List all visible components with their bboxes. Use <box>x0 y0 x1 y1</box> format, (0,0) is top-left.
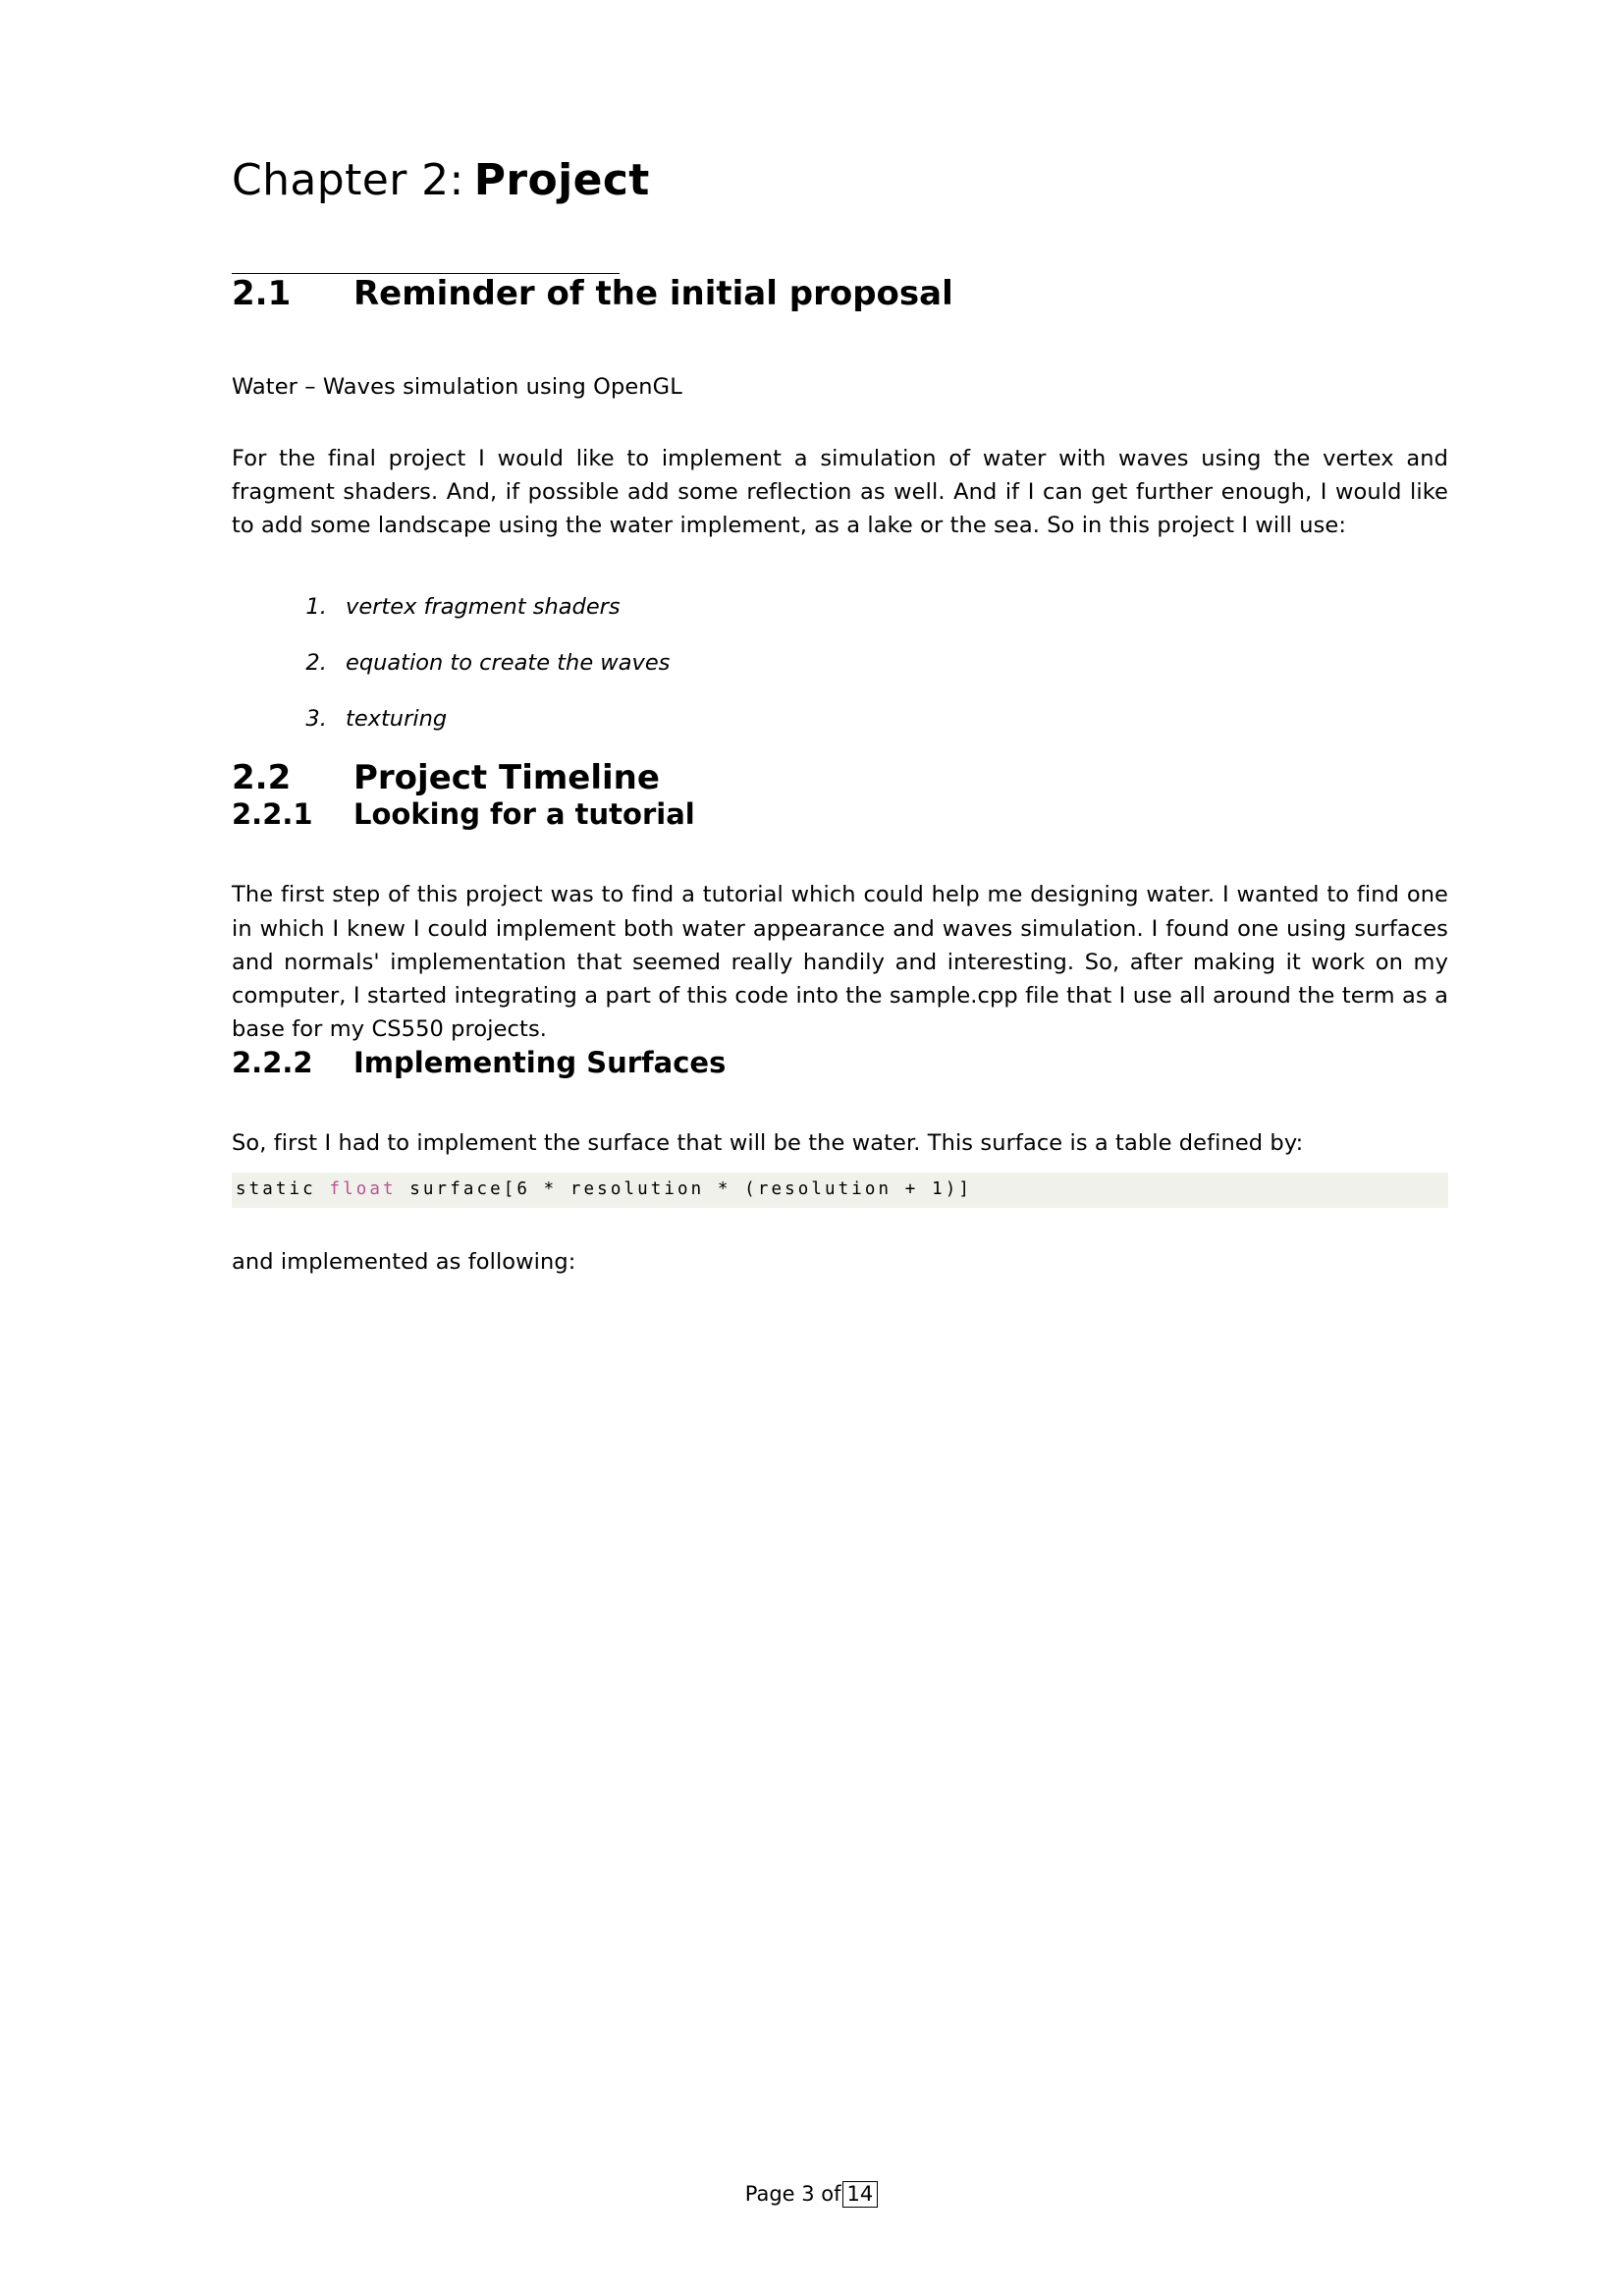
proposal-list <box>232 591 1448 736</box>
footer-prefix: Page 3 of <box>744 2182 841 2206</box>
section-title-2-2: Project Timeline <box>353 758 660 798</box>
surfaces-paragraph: So, first I had to implement the surface that will be the water. This surface is a table defined by: <box>232 1130 1304 1157</box>
section-number-2-2: 2.2 <box>232 758 292 798</box>
section-number-2-1: 2.1 <box>232 274 292 314</box>
section-heading-2-2 <box>232 758 1448 797</box>
tutorial-paragraph: The first step of this project was to find a tutorial which could help me designing water. I wanted to find one in which I knew I could implement both water appearance and waves simulation. I found one using surfaces and normals' implementation that seemed really handily and interesting. So, after making it work on my computer, I started integrating a part of this code into the sample.cpp file that I use all around the term as a base for my CS550 projects. <box>232 882 1448 1043</box>
chapter-label: Chapter 2: <box>232 155 464 205</box>
code-keyword: float <box>329 1178 410 1199</box>
list-item: 2. equation to create the waves <box>334 647 1448 681</box>
page-footer <box>0 2182 1623 2206</box>
section-heading-2-1 <box>232 274 1448 313</box>
chapter-title: Project <box>473 155 650 205</box>
code-snippet <box>232 1173 1448 1208</box>
subsection-heading-2-2-1 <box>232 797 1448 831</box>
code-prefix: static <box>236 1178 330 1199</box>
subsection-title-2-2-1: Looking for a tutorial <box>353 797 695 832</box>
subsection-title-2-2-2: Implementing Surfaces <box>353 1046 727 1080</box>
total-pages-box: 14 <box>842 2181 879 2208</box>
subsection-number-2-2-2: 2.2.2 <box>232 1046 313 1080</box>
proposal-lead-text: Water – Waves simulation using OpenGL <box>232 374 682 401</box>
proposal-paragraph: For the final project I would like to implement a simulation of water with waves using the vertex and fragment shaders. And, if possible add some reflection as well. And if I can get further enough, I would like to add some landscape using the water implement, as a lake or the sea. So in this project I will use: <box>232 445 1448 538</box>
subsection-heading-2-2-2 <box>232 1046 1448 1079</box>
list-item: 1. vertex fragment shaders <box>334 591 1448 625</box>
list-item: 3. texturing <box>334 703 1448 737</box>
page-content <box>232 0 1448 1279</box>
chapter-heading <box>232 157 1448 204</box>
code-rest: surface[6 * resolution * (resolution + 1)] <box>409 1178 972 1199</box>
subsection-number-2-2-1: 2.2.1 <box>232 797 313 832</box>
after-code-paragraph: and implemented as following: <box>232 1248 576 1275</box>
section-title-2-1: Reminder of the initial proposal <box>353 274 953 314</box>
